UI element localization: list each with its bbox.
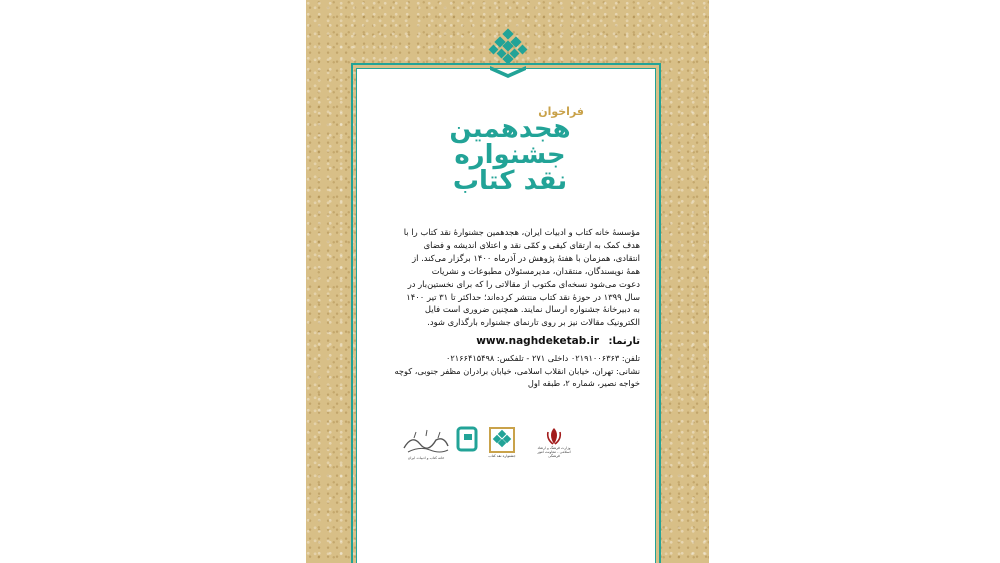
body-line: انتقادی، همزمان با هفتهٔ پژوهش در آذرماه ۱۴۰۰ برگزار می‌کند. از <box>412 252 640 263</box>
body-line: هدف کمک به ارتقای کیفی و کمّی نقد و اعتلای اندیشه و فضای <box>423 239 640 250</box>
festival-emblem-icon <box>486 28 530 80</box>
body-line: الکترونیک مقالات نیز بر روی تارنمای جشنواره بارگذاری شود. <box>427 317 640 328</box>
body-line: همهٔ نویسندگان، منتقدان، مدیرمسئولان مطبوعات و نشریات <box>431 265 640 276</box>
ministry-caption: وزارت فرهنگ و ارشاد اسلامی - معاونت امور فرهنگی <box>537 446 571 458</box>
announcement-body <box>372 226 640 329</box>
title-line-2: جشنواره <box>454 140 566 170</box>
address-line: نشانی: تهران، خیابان انقلاب اسلامی، خیابان برادران مظفر جنوبی، کوچه <box>394 365 640 376</box>
title-line-3: نقد کتاب <box>452 166 568 196</box>
ministry-logo <box>534 426 574 458</box>
sponsor-logos <box>400 426 600 474</box>
bookhouse-calligraphy-icon <box>400 426 452 456</box>
address-line-2: خواجه نصیر، شماره ۲، طبقه اول <box>527 378 640 389</box>
festival-mark-icon <box>488 426 516 454</box>
house-of-books-icon <box>456 426 478 452</box>
title-line-1: هجدهمین <box>449 114 571 144</box>
iran-emblem-icon <box>545 426 563 446</box>
bookhouse-logo <box>400 426 452 460</box>
contact-info <box>372 352 640 390</box>
website-label: تارنما: <box>608 336 640 347</box>
body-line: دعوت می‌شود نسخه‌ای مکتوب از مقالاتی را که برای نخستین‌بار در <box>407 278 640 289</box>
website-link[interactable]: www.naghdeketab.ir <box>476 335 600 347</box>
call-label: فراخوان <box>538 105 584 118</box>
kh-logo <box>456 426 478 452</box>
body-line: سال ۱۳۹۹ در حوزهٔ نقد کتاب منتشر کرده‌اند؛ حداکثر تا ۳۱ تیر ۱۴۰۰ <box>406 291 640 302</box>
poster-title <box>410 105 610 205</box>
body-line: به دبیرخانهٔ جشنواره ارسال نمایند. همچنین ضروری است فایل <box>424 304 640 315</box>
festival-logo <box>484 426 520 458</box>
bookhouse-caption: خانه کتاب و ادبیات ایران <box>407 456 445 460</box>
phone-line: تلفن: ۰۲۱۹۱۰۰۶۳۶۳ داخلی ۲۷۱ - تلفکس: ۰۲۱۶۶۴۱۵۴۹۸ <box>445 353 640 363</box>
website-row <box>372 335 640 347</box>
festival-caption: جشنواره نقد کتاب <box>488 454 516 458</box>
body-line: مؤسسهٔ خانه کتاب و ادبیات ایران، هجدهمین جشنوارهٔ نقد کتاب را با <box>403 227 640 237</box>
